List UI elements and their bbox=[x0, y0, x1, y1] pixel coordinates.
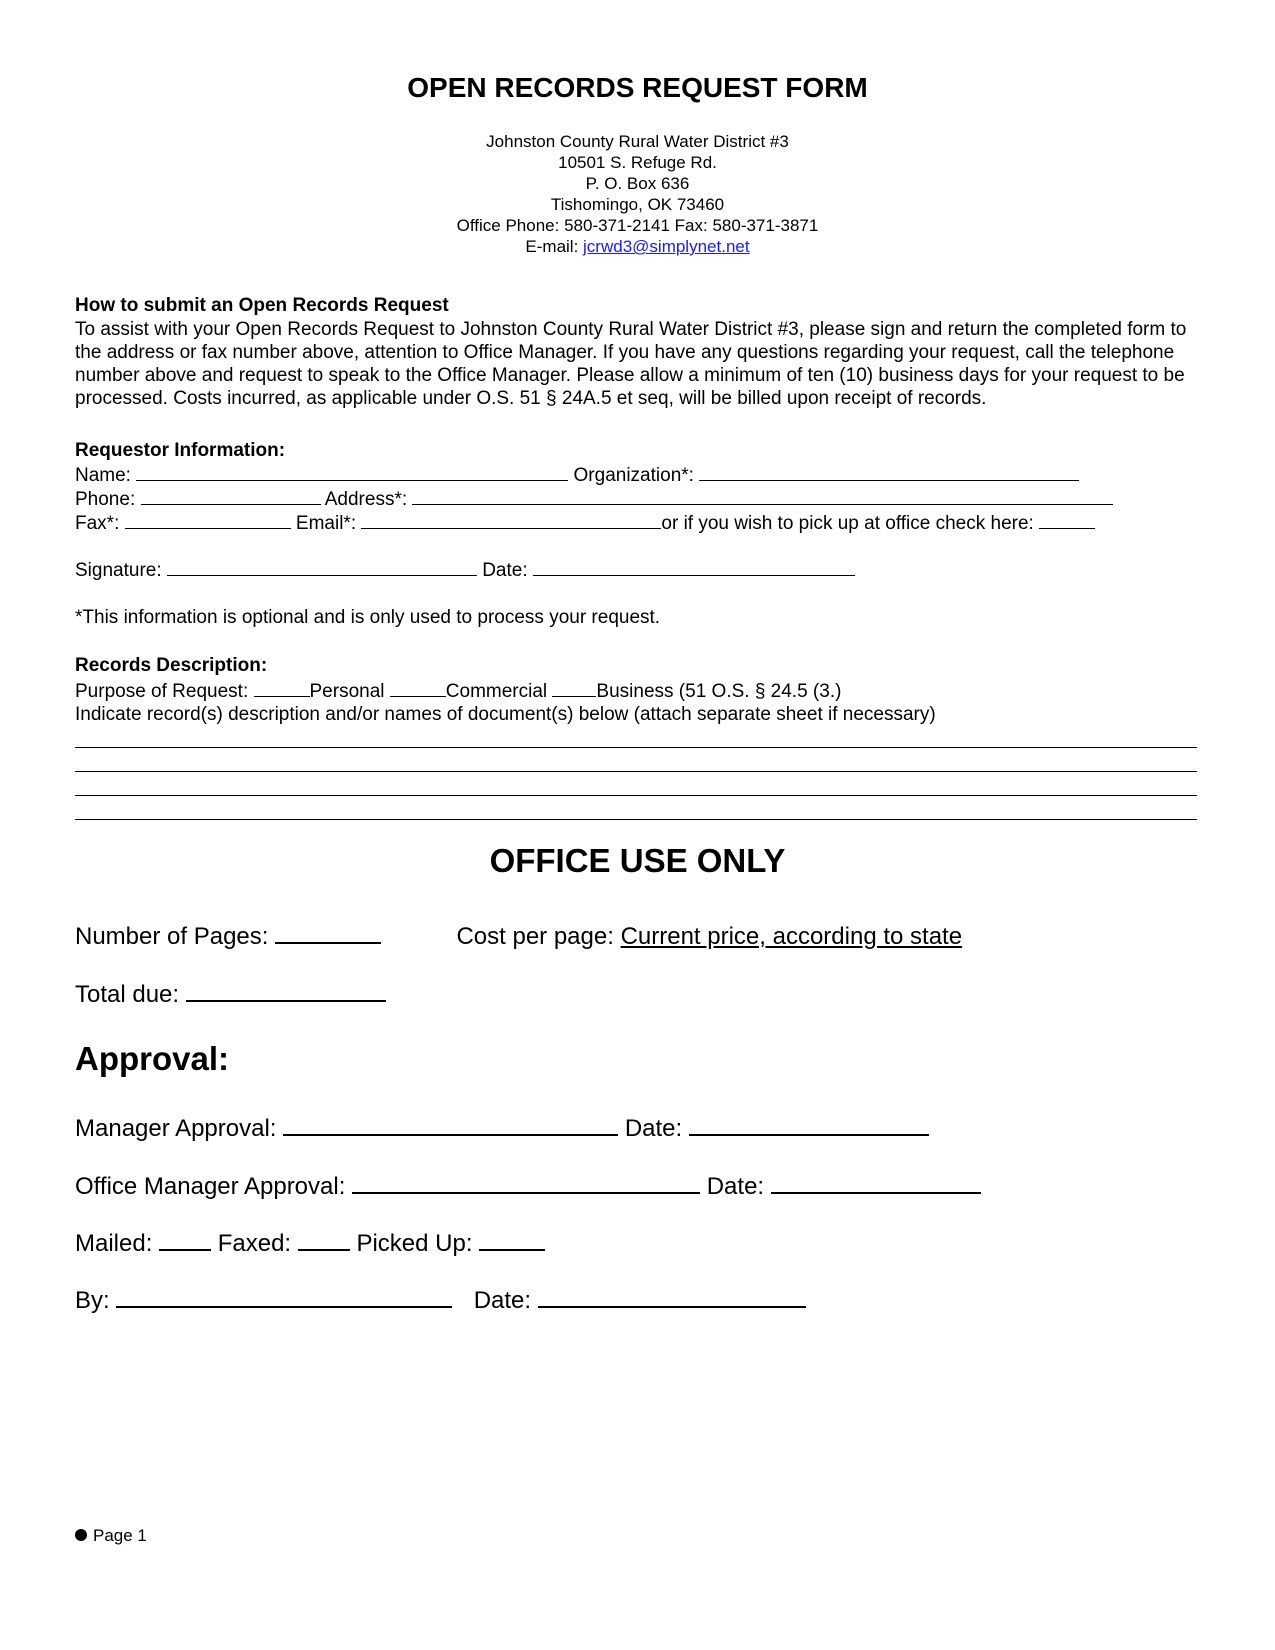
description-line-4[interactable] bbox=[75, 819, 1197, 820]
signature-date-label: Date: bbox=[482, 560, 528, 581]
phone-row bbox=[75, 487, 1113, 511]
name-row bbox=[75, 463, 1079, 487]
fax-field[interactable] bbox=[125, 511, 291, 529]
picked-up-field[interactable] bbox=[479, 1227, 545, 1251]
office-manager-approval-row bbox=[75, 1170, 981, 1202]
optional-note: *This information is optional and is only used to process your request. bbox=[75, 607, 661, 628]
city-state-zip: Tishomingo, OK 73460 bbox=[550, 195, 725, 214]
picked-up-label: Picked Up: bbox=[356, 1230, 473, 1257]
signature-date-field[interactable] bbox=[533, 558, 855, 576]
office-manager-approval-field[interactable] bbox=[352, 1170, 700, 1194]
faxed-label: Faxed: bbox=[217, 1230, 292, 1257]
by-row bbox=[75, 1284, 806, 1316]
name-label: Name: bbox=[75, 465, 131, 486]
total-label: Total due: bbox=[75, 981, 180, 1008]
fax-row bbox=[75, 511, 1095, 535]
by-field[interactable] bbox=[116, 1284, 452, 1308]
business-label: Business (51 O.S. § 24.5 (3.) bbox=[596, 681, 842, 702]
email-link[interactable]: jcrwd3@simplynet.net bbox=[583, 237, 750, 256]
signature-field[interactable] bbox=[167, 558, 477, 576]
po-box: P. O. Box 636 bbox=[585, 174, 690, 193]
howto-body: To assist with your Open Records Request to Johnston County Rural Water District #3, please sign and return the completed form to the address or fax number above, attention to Office Manager. If you have any questions regarding your request, call the telephone number above and request to speak to the Office Manager. Please allow a minimum of ten (10) business days for your request to be processed. Costs incurred, as applicable under O.S. 51 § 24A.5 et seq, will be billed upon receipt of records. bbox=[75, 319, 1187, 409]
manager-date-field[interactable] bbox=[689, 1112, 929, 1136]
email-field-label: Email*: bbox=[295, 513, 357, 534]
street-address: 10501 S. Refuge Rd. bbox=[558, 153, 717, 172]
records-instructions: Indicate record(s) description and/or names of document(s) below (attach separate sheet if necessary) bbox=[75, 704, 936, 725]
name-field[interactable] bbox=[136, 463, 568, 481]
purpose-label: Purpose of Request: bbox=[75, 681, 249, 702]
pages-field[interactable] bbox=[275, 920, 381, 944]
description-line-1[interactable] bbox=[75, 747, 1197, 748]
commercial-field[interactable] bbox=[390, 679, 446, 697]
manager-approval-field[interactable] bbox=[283, 1112, 618, 1136]
phone-fax-line: Office Phone: 580-371-2141 Fax: 580-371-3871 bbox=[456, 216, 819, 235]
email-line bbox=[0, 236, 1275, 257]
personal-field[interactable] bbox=[254, 679, 310, 697]
description-line-2[interactable] bbox=[75, 771, 1197, 772]
howto-heading: How to submit an Open Records Request bbox=[75, 295, 449, 316]
address-block bbox=[0, 131, 1275, 257]
pages-row bbox=[75, 920, 962, 952]
form-title: OPEN RECORDS REQUEST FORM bbox=[407, 72, 868, 103]
office-manager-date-label: Date: bbox=[706, 1173, 765, 1200]
fax-label: Fax*: bbox=[75, 513, 120, 534]
manager-approval-label: Manager Approval: bbox=[75, 1115, 277, 1142]
office-use-heading: OFFICE USE ONLY bbox=[489, 842, 786, 879]
total-field[interactable] bbox=[186, 978, 386, 1002]
signature-row bbox=[75, 558, 855, 582]
address-field[interactable] bbox=[412, 487, 1113, 505]
pickup-checkbox-field[interactable] bbox=[1039, 511, 1095, 529]
signature-label: Signature: bbox=[75, 560, 162, 581]
by-date-label: Date: bbox=[473, 1287, 532, 1314]
pickup-label: or if you wish to pick up at office check here: bbox=[661, 513, 1034, 534]
email-field[interactable] bbox=[361, 511, 661, 529]
pages-label: Number of Pages: bbox=[75, 923, 269, 950]
phone-label: Phone: bbox=[75, 489, 136, 510]
description-line-3[interactable] bbox=[75, 795, 1197, 796]
page-footer bbox=[75, 1526, 147, 1546]
office-manager-approval-label: Office Manager Approval: bbox=[75, 1173, 346, 1200]
mailed-field[interactable] bbox=[159, 1227, 211, 1251]
organization-field[interactable] bbox=[699, 463, 1079, 481]
page-number: Page 1 bbox=[93, 1526, 147, 1545]
manager-approval-row bbox=[75, 1112, 929, 1144]
manager-date-label: Date: bbox=[624, 1115, 683, 1142]
district-name: Johnston County Rural Water District #3 bbox=[486, 132, 789, 151]
bullet-icon bbox=[75, 1529, 87, 1541]
cost-value: Current price, according to state bbox=[620, 923, 963, 950]
delivery-row bbox=[75, 1227, 545, 1259]
business-field[interactable] bbox=[552, 679, 596, 697]
commercial-label: Commercial bbox=[445, 681, 548, 702]
address-label: Address*: bbox=[324, 489, 408, 510]
office-manager-date-field[interactable] bbox=[771, 1170, 981, 1194]
email-label: E-mail: bbox=[525, 237, 584, 256]
by-label: By: bbox=[75, 1287, 110, 1314]
phone-field[interactable] bbox=[141, 487, 321, 505]
cost-label: Cost per page: bbox=[456, 923, 614, 950]
faxed-field[interactable] bbox=[298, 1227, 350, 1251]
records-heading: Records Description: bbox=[75, 655, 268, 676]
organization-label: Organization*: bbox=[573, 465, 694, 486]
personal-label: Personal bbox=[309, 681, 385, 702]
purpose-row bbox=[75, 679, 841, 703]
requestor-heading: Requestor Information: bbox=[75, 440, 286, 461]
approval-heading: Approval: bbox=[75, 1040, 230, 1077]
by-date-field[interactable] bbox=[538, 1284, 806, 1308]
total-row bbox=[75, 978, 386, 1010]
mailed-label: Mailed: bbox=[75, 1230, 153, 1257]
